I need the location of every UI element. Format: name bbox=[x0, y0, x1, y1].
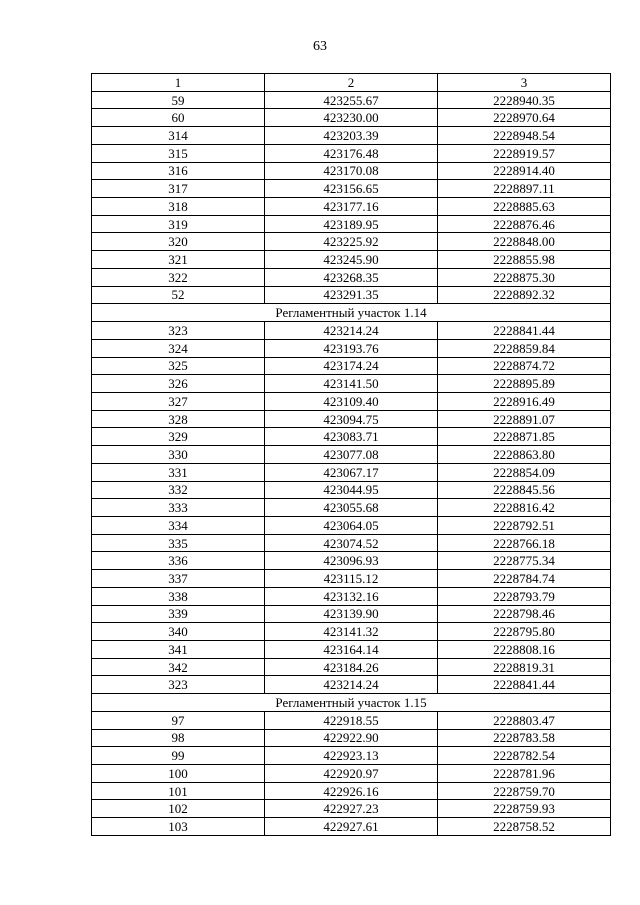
point-number-cell: 334 bbox=[92, 516, 265, 534]
table-row bbox=[92, 410, 611, 428]
table-row bbox=[92, 339, 611, 357]
point-number-cell: 59 bbox=[92, 91, 265, 109]
table-row bbox=[92, 251, 611, 269]
y-coordinate-cell: 2228792.51 bbox=[438, 516, 611, 534]
y-coordinate-cell: 2228798.46 bbox=[438, 605, 611, 623]
table-row bbox=[92, 481, 611, 499]
table-row bbox=[92, 605, 611, 623]
y-coordinate-cell: 2228855.98 bbox=[438, 251, 611, 269]
column-header-point: 1 bbox=[92, 74, 265, 92]
y-coordinate-cell: 2228892.32 bbox=[438, 286, 611, 304]
point-number-cell: 317 bbox=[92, 180, 265, 198]
y-coordinate-cell: 2228863.80 bbox=[438, 446, 611, 464]
table-row bbox=[92, 570, 611, 588]
point-number-cell: 320 bbox=[92, 233, 265, 251]
table-row bbox=[92, 552, 611, 570]
point-number-cell: 318 bbox=[92, 198, 265, 216]
section-label: Регламентный участок 1.14 bbox=[92, 304, 611, 322]
point-number-cell: 319 bbox=[92, 215, 265, 233]
table-row bbox=[92, 233, 611, 251]
x-coordinate-cell: 423055.68 bbox=[265, 499, 438, 517]
point-number-cell: 339 bbox=[92, 605, 265, 623]
section-row bbox=[92, 694, 611, 712]
point-number-cell: 327 bbox=[92, 392, 265, 410]
y-coordinate-cell: 2228819.31 bbox=[438, 658, 611, 676]
point-number-cell: 325 bbox=[92, 357, 265, 375]
y-coordinate-cell: 2228854.09 bbox=[438, 463, 611, 481]
point-number-cell: 102 bbox=[92, 800, 265, 818]
y-coordinate-cell: 2228914.40 bbox=[438, 162, 611, 180]
column-header-x: 2 bbox=[265, 74, 438, 92]
point-number-cell: 324 bbox=[92, 339, 265, 357]
x-coordinate-cell: 423170.08 bbox=[265, 162, 438, 180]
point-number-cell: 100 bbox=[92, 765, 265, 783]
x-coordinate-cell: 423193.76 bbox=[265, 339, 438, 357]
table-body bbox=[92, 91, 611, 835]
point-number-cell: 101 bbox=[92, 782, 265, 800]
y-coordinate-cell: 2228940.35 bbox=[438, 91, 611, 109]
section-row bbox=[92, 304, 611, 322]
y-coordinate-cell: 2228816.42 bbox=[438, 499, 611, 517]
table-row bbox=[92, 268, 611, 286]
point-number-cell: 331 bbox=[92, 463, 265, 481]
y-coordinate-cell: 2228919.57 bbox=[438, 144, 611, 162]
table-row bbox=[92, 109, 611, 127]
point-number-cell: 323 bbox=[92, 322, 265, 340]
x-coordinate-cell: 423230.00 bbox=[265, 109, 438, 127]
x-coordinate-cell: 422918.55 bbox=[265, 711, 438, 729]
table-row bbox=[92, 658, 611, 676]
point-number-cell: 60 bbox=[92, 109, 265, 127]
y-coordinate-cell: 2228758.52 bbox=[438, 818, 611, 836]
x-coordinate-cell: 422927.61 bbox=[265, 818, 438, 836]
x-coordinate-cell: 422927.23 bbox=[265, 800, 438, 818]
y-coordinate-cell: 2228808.16 bbox=[438, 641, 611, 659]
coordinates-table bbox=[91, 73, 611, 836]
y-coordinate-cell: 2228970.64 bbox=[438, 109, 611, 127]
point-number-cell: 99 bbox=[92, 747, 265, 765]
section-label: Регламентный участок 1.15 bbox=[92, 694, 611, 712]
x-coordinate-cell: 423083.71 bbox=[265, 428, 438, 446]
point-number-cell: 329 bbox=[92, 428, 265, 446]
table-row bbox=[92, 375, 611, 393]
y-coordinate-cell: 2228848.00 bbox=[438, 233, 611, 251]
point-number-cell: 335 bbox=[92, 534, 265, 552]
point-number-cell: 326 bbox=[92, 375, 265, 393]
point-number-cell: 338 bbox=[92, 587, 265, 605]
table-row bbox=[92, 215, 611, 233]
table-header-row bbox=[92, 74, 611, 92]
page-number: 63 bbox=[313, 39, 327, 54]
x-coordinate-cell: 423094.75 bbox=[265, 410, 438, 428]
y-coordinate-cell: 2228859.84 bbox=[438, 339, 611, 357]
table-row bbox=[92, 782, 611, 800]
x-coordinate-cell: 423176.48 bbox=[265, 144, 438, 162]
point-number-cell: 332 bbox=[92, 481, 265, 499]
x-coordinate-cell: 423245.90 bbox=[265, 251, 438, 269]
table-row bbox=[92, 711, 611, 729]
y-coordinate-cell: 2228891.07 bbox=[438, 410, 611, 428]
y-coordinate-cell: 2228766.18 bbox=[438, 534, 611, 552]
point-number-cell: 340 bbox=[92, 623, 265, 641]
point-number-cell: 333 bbox=[92, 499, 265, 517]
table-row bbox=[92, 127, 611, 145]
table-row bbox=[92, 800, 611, 818]
y-coordinate-cell: 2228793.79 bbox=[438, 587, 611, 605]
x-coordinate-cell: 423074.52 bbox=[265, 534, 438, 552]
y-coordinate-cell: 2228916.49 bbox=[438, 392, 611, 410]
table-row bbox=[92, 747, 611, 765]
x-coordinate-cell: 423164.14 bbox=[265, 641, 438, 659]
x-coordinate-cell: 423268.35 bbox=[265, 268, 438, 286]
table-row bbox=[92, 286, 611, 304]
point-number-cell: 336 bbox=[92, 552, 265, 570]
x-coordinate-cell: 422922.90 bbox=[265, 729, 438, 747]
point-number-cell: 337 bbox=[92, 570, 265, 588]
y-coordinate-cell: 2228897.11 bbox=[438, 180, 611, 198]
y-coordinate-cell: 2228871.85 bbox=[438, 428, 611, 446]
y-coordinate-cell: 2228784.74 bbox=[438, 570, 611, 588]
x-coordinate-cell: 423189.95 bbox=[265, 215, 438, 233]
y-coordinate-cell: 2228841.44 bbox=[438, 322, 611, 340]
point-number-cell: 321 bbox=[92, 251, 265, 269]
table-row bbox=[92, 162, 611, 180]
column-header-y: 3 bbox=[438, 74, 611, 92]
table-row bbox=[92, 818, 611, 836]
x-coordinate-cell: 422920.97 bbox=[265, 765, 438, 783]
table-row bbox=[92, 765, 611, 783]
point-number-cell: 315 bbox=[92, 144, 265, 162]
x-coordinate-cell: 422926.16 bbox=[265, 782, 438, 800]
table-row bbox=[92, 357, 611, 375]
point-number-cell: 97 bbox=[92, 711, 265, 729]
x-coordinate-cell: 423174.24 bbox=[265, 357, 438, 375]
x-coordinate-cell: 423203.39 bbox=[265, 127, 438, 145]
x-coordinate-cell: 423044.95 bbox=[265, 481, 438, 499]
table-row bbox=[92, 463, 611, 481]
x-coordinate-cell: 423109.40 bbox=[265, 392, 438, 410]
table-row bbox=[92, 534, 611, 552]
table-row bbox=[92, 499, 611, 517]
y-coordinate-cell: 2228841.44 bbox=[438, 676, 611, 694]
y-coordinate-cell: 2228875.30 bbox=[438, 268, 611, 286]
y-coordinate-cell: 2228885.63 bbox=[438, 198, 611, 216]
y-coordinate-cell: 2228948.54 bbox=[438, 127, 611, 145]
y-coordinate-cell: 2228781.96 bbox=[438, 765, 611, 783]
y-coordinate-cell: 2228845.56 bbox=[438, 481, 611, 499]
x-coordinate-cell: 423214.24 bbox=[265, 322, 438, 340]
x-coordinate-cell: 423156.65 bbox=[265, 180, 438, 198]
point-number-cell: 330 bbox=[92, 446, 265, 464]
x-coordinate-cell: 422923.13 bbox=[265, 747, 438, 765]
y-coordinate-cell: 2228876.46 bbox=[438, 215, 611, 233]
x-coordinate-cell: 423132.16 bbox=[265, 587, 438, 605]
x-coordinate-cell: 423067.17 bbox=[265, 463, 438, 481]
point-number-cell: 341 bbox=[92, 641, 265, 659]
point-number-cell: 316 bbox=[92, 162, 265, 180]
y-coordinate-cell: 2228775.34 bbox=[438, 552, 611, 570]
x-coordinate-cell: 423291.35 bbox=[265, 286, 438, 304]
x-coordinate-cell: 423077.08 bbox=[265, 446, 438, 464]
point-number-cell: 103 bbox=[92, 818, 265, 836]
table-row bbox=[92, 91, 611, 109]
point-number-cell: 314 bbox=[92, 127, 265, 145]
point-number-cell: 323 bbox=[92, 676, 265, 694]
table-row bbox=[92, 516, 611, 534]
table-row bbox=[92, 322, 611, 340]
x-coordinate-cell: 423225.92 bbox=[265, 233, 438, 251]
table-row bbox=[92, 428, 611, 446]
table-row bbox=[92, 446, 611, 464]
table-row bbox=[92, 623, 611, 641]
point-number-cell: 328 bbox=[92, 410, 265, 428]
x-coordinate-cell: 423255.67 bbox=[265, 91, 438, 109]
point-number-cell: 322 bbox=[92, 268, 265, 286]
x-coordinate-cell: 423184.26 bbox=[265, 658, 438, 676]
x-coordinate-cell: 423141.50 bbox=[265, 375, 438, 393]
table-row bbox=[92, 676, 611, 694]
x-coordinate-cell: 423177.16 bbox=[265, 198, 438, 216]
table-row bbox=[92, 144, 611, 162]
point-number-cell: 52 bbox=[92, 286, 265, 304]
table-row bbox=[92, 587, 611, 605]
table-row bbox=[92, 729, 611, 747]
table-row bbox=[92, 180, 611, 198]
x-coordinate-cell: 423115.12 bbox=[265, 570, 438, 588]
y-coordinate-cell: 2228795.80 bbox=[438, 623, 611, 641]
x-coordinate-cell: 423139.90 bbox=[265, 605, 438, 623]
y-coordinate-cell: 2228782.54 bbox=[438, 747, 611, 765]
x-coordinate-cell: 423064.05 bbox=[265, 516, 438, 534]
x-coordinate-cell: 423096.93 bbox=[265, 552, 438, 570]
y-coordinate-cell: 2228759.93 bbox=[438, 800, 611, 818]
table-row bbox=[92, 198, 611, 216]
y-coordinate-cell: 2228895.89 bbox=[438, 375, 611, 393]
point-number-cell: 98 bbox=[92, 729, 265, 747]
y-coordinate-cell: 2228783.58 bbox=[438, 729, 611, 747]
table-row bbox=[92, 641, 611, 659]
point-number-cell: 342 bbox=[92, 658, 265, 676]
y-coordinate-cell: 2228759.70 bbox=[438, 782, 611, 800]
y-coordinate-cell: 2228874.72 bbox=[438, 357, 611, 375]
x-coordinate-cell: 423141.32 bbox=[265, 623, 438, 641]
y-coordinate-cell: 2228803.47 bbox=[438, 711, 611, 729]
table-row bbox=[92, 392, 611, 410]
x-coordinate-cell: 423214.24 bbox=[265, 676, 438, 694]
